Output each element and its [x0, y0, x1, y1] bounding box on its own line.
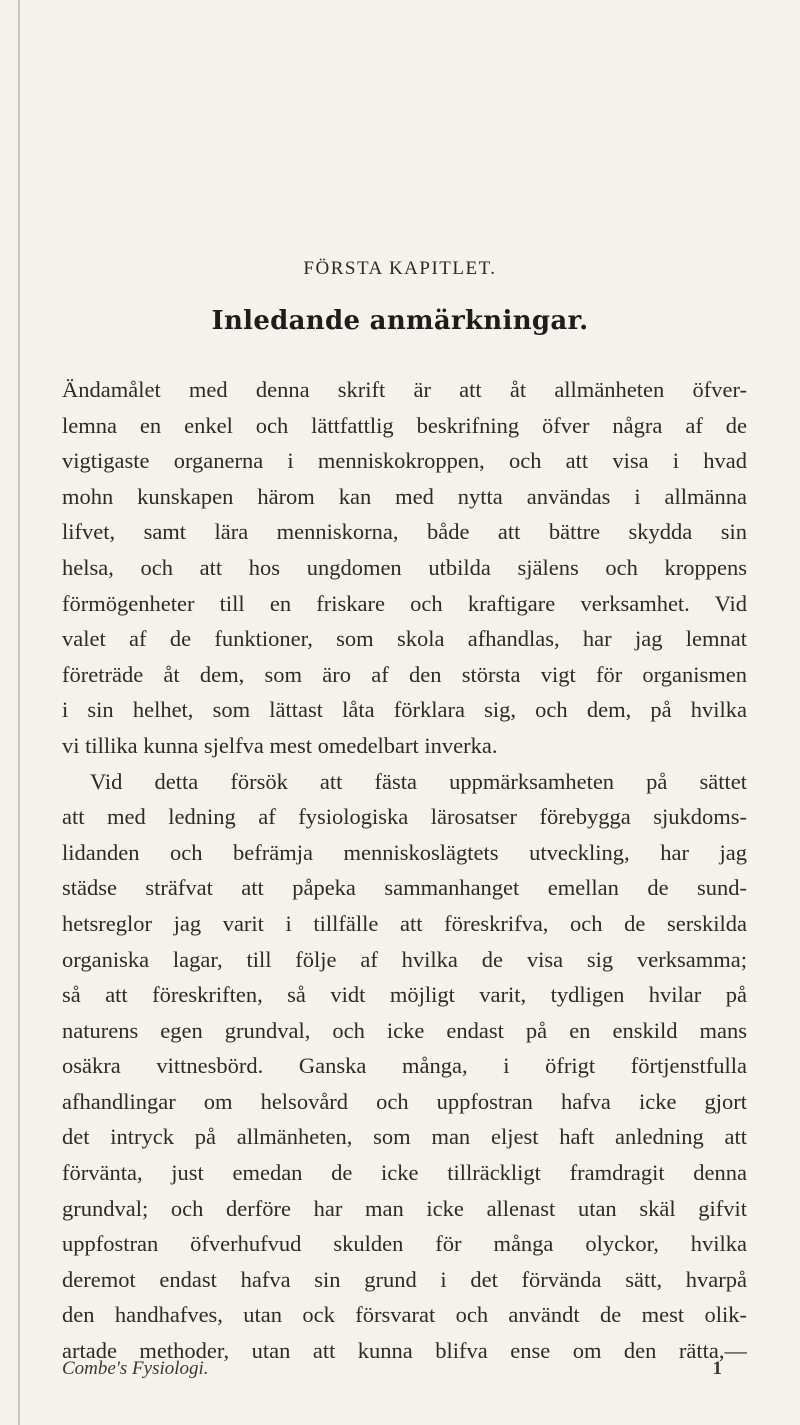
body-text: [62, 372, 747, 1369]
text-line: grundval; och derföre har man icke allenast utan skäl gifvit: [62, 1195, 747, 1221]
text-line: uppfostran öfverhufvud skulden för många olyckor, hvilka: [62, 1231, 747, 1257]
text-line: så att föreskriften, så vidt möjligt varit, tydligen hvilar på: [62, 982, 747, 1008]
text-line: Vid detta försök att fästa uppmärksamheten på sättet: [90, 768, 747, 794]
text-line: lidanden och befrämja menniskoslägtets utveckling, har jag: [62, 839, 747, 865]
text-line: lemna en enkel och lättfattlig beskrifning öfver några af de: [62, 412, 747, 438]
text-line: deremot endast hafva sin grund i det förvända sätt, hvarpå: [62, 1266, 747, 1292]
text-line: i sin helhet, som lättast låta förklara sig, och dem, på hvilka: [62, 697, 747, 723]
text-line: vi tillika kunna sjelfva mest omedelbart inverka.: [62, 732, 498, 758]
text-line: vigtigaste organerna i menniskokroppen, och att visa i hvad: [62, 448, 747, 474]
text-line: naturens egen grundval, och icke endast på en enskild mans: [62, 1017, 747, 1043]
text-line: förmögenheter till en friskare och kraftigare verksamhet. Vid: [62, 590, 747, 616]
text-line: valet af de funktioner, som skola afhandlas, har jag lemnat: [62, 626, 747, 652]
text-line: mohn kunskapen härom kan med nytta användas i allmänna: [62, 483, 747, 509]
chapter-title: FÖRSTA KAPITLET.: [303, 258, 497, 279]
section-heading: Inledande anmärkningar.: [211, 306, 589, 336]
text-line: städse sträfvat att påpeka sammanhanget emellan de sund-: [62, 875, 747, 901]
text-line: hetsreglor jag varit i tillfälle att föreskrifva, och de serskilda: [62, 910, 747, 936]
text-line: organiska lagar, till följe af hvilka de visa sig verksamma;: [62, 946, 747, 972]
text-line: lifvet, samt lära menniskorna, både att bättre skydda sin: [62, 519, 747, 545]
text-line: att med ledning af fysiologiska lärosatser förebygga sjukdoms-: [62, 804, 747, 830]
signature-note: Combe's Fysiologi.: [62, 1358, 209, 1379]
text-line: osäkra vittnesbörd. Ganska många, i öfrigt förtjenstfulla: [62, 1053, 747, 1079]
text-line: den handhafves, utan ock försvarat och användt de mest olik-: [62, 1302, 747, 1328]
text-line: företräde åt dem, som äro af den största vigt för organismen: [62, 661, 747, 687]
signature-mark: 1: [712, 1358, 722, 1379]
text-line: det intryck på allmänheten, som man eljest haft anledning att: [62, 1124, 747, 1150]
text-line: förvänta, just emedan de icke tillräckligt framdragit denna: [62, 1160, 747, 1186]
text-line: artade methoder, utan att kunna blifva ense om den rätta,—: [62, 1338, 747, 1364]
text-line: helsa, och att hos ungdomen utbilda själens och kroppens: [62, 554, 747, 580]
text-line: afhandlingar om helsovård och uppfostran hafva icke gjort: [62, 1088, 747, 1114]
binding-edge: [18, 0, 20, 1425]
text-line: Ändamålet med denna skrift är att åt allmänheten öfver-: [62, 377, 747, 402]
